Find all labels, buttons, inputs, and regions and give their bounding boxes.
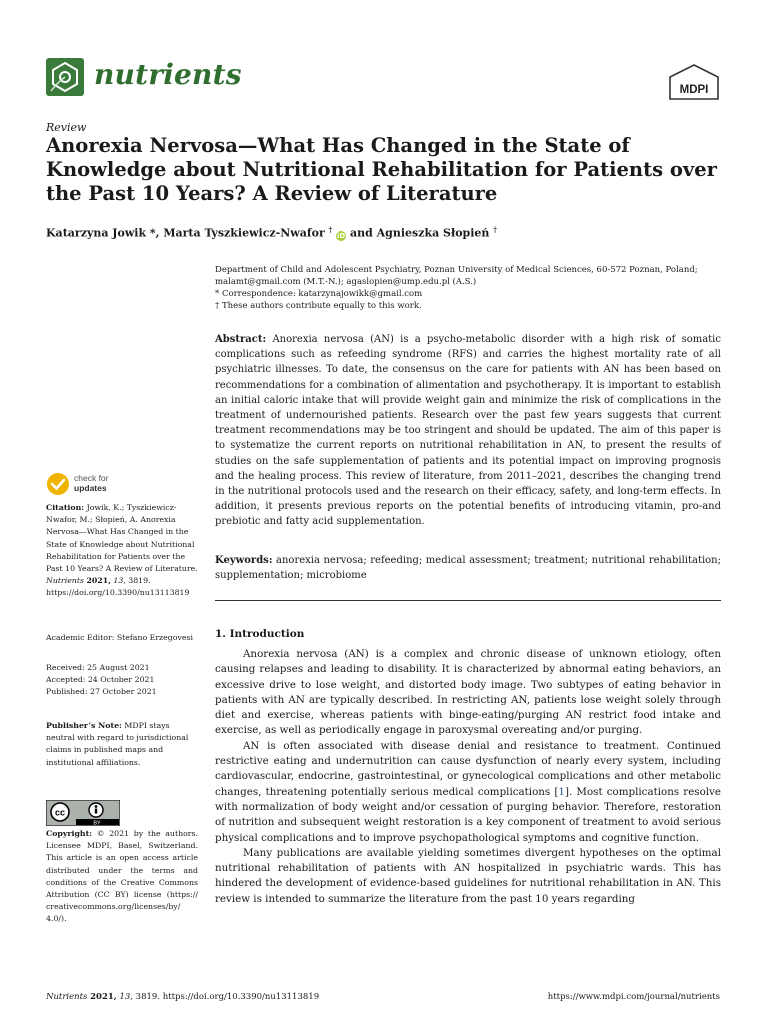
affiliation-emails: malamt@gmail.com (M.T.-N.); agaslopien@ump.edu.pl (A.S.) [215, 277, 477, 287]
keywords-text: anorexia nervosa; refeeding; medical assessment; treatment; nutritional rehabilitation; supplementation; microbiome [215, 555, 721, 582]
paragraph: Anorexia nervosa (AN) is a complex and chronic disease of unknown etiology, often causing relapses and leading to disability. It is characterized by abnormal eating behaviors, an excessive drive to lose weight, and distorted body image. Two subtypes of eating behavior in patients with AN are typically described. In restricting AN, patients lose weight solely through diet and exercise, whereas patients with binge-eating/purging AN restrict food intake and exercise, as well as periodically engage in paroxysmal overeating and/or purging. [215, 648, 721, 737]
keywords [215, 553, 721, 583]
author-names: Katarzyna Jowik *, Marta Tyszkiewicz-Nwafor [46, 226, 325, 240]
check-updates-icon [46, 472, 70, 496]
article-type: Review [46, 121, 87, 134]
publisher-note: Publisher’s Note: MDPI stays neutral with regard to jurisdictional claims in published maps and institutional affiliations. [46, 721, 189, 767]
cc-by-license-icon[interactable] [46, 800, 120, 826]
footer-journal-url[interactable]: https://www.mdpi.com/journal/nutrients [547, 992, 720, 1002]
nutrients-logo-icon [46, 58, 84, 96]
paragraph: Many publications are available yielding sometimes divergent hypotheses on the optimal nutritional rehabilitation of patients with AN hospitalized in psychiatric wards. This has hindered the development of evidence-based guidelines for nutritional rehabilitation in AN. This review is intended to summarize the literature from the past 10 years regarding [215, 846, 721, 905]
abstract-label: Abstract: [215, 334, 267, 345]
keywords-label: Keywords: [215, 555, 273, 566]
affiliation-block [215, 264, 721, 312]
equal-contribution-mark: † [493, 225, 497, 234]
section-heading: 1. Introduction [215, 628, 305, 640]
check-label: check for [74, 473, 109, 483]
check-for-updates-badge[interactable] [46, 472, 198, 496]
svg-text:cc: cc [54, 807, 66, 818]
abstract [215, 332, 721, 530]
received-date: Received: 25 August 2021 [46, 663, 150, 672]
journal-name: nutrients [94, 58, 242, 91]
orcid-icon[interactable]: iD [337, 231, 346, 240]
contribution-note: † These authors contribute equally to this work. [215, 301, 422, 311]
abstract-text: Anorexia nervosa (AN) is a psycho-metabolic disorder with a high risk of somatic complications such as refeeding syndrome (RFS) and carries the highest mortality rate of all psychiatric illnesses. To date, the consensus on the care for patients with AN has been based on recommendations for a combination of alimentation and psychotherapy. It is important to establish an initial caloric intake that will provide weight gain and minimize the risk of complications in the treatment of undernourished patients. Research over the past few years suggests that current treatment recommendations may be too stringent and should be updated. The aim of this paper is to systematize the current reports on nutritional rehabilitation in AN, to present the results of studies on the safe supplementation of patients and its potential impact on improving prognosis and the healing process. This review of literature, from 2011–2021, describes the changing trend in the nutritional protocols used and the research on their efficacy, safety, and long-term effects. In addition, it presents previous reports on the potential benefits of introducing vitamin, pro-and prebiotic and fatty acid supplementation. [215, 334, 721, 528]
author-names-2: and Agnieszka Słopień [349, 226, 490, 240]
publication-dates [46, 662, 198, 699]
cc-by-text: BY [93, 820, 101, 826]
citation-link[interactable]: 1 [558, 785, 565, 798]
mdpi-logo-text: MDPI [679, 84, 709, 96]
updates-label: updates [74, 483, 107, 493]
footer-citation: Nutrients 2021, 13, 3819. https://doi.org/10.3390/nu13113819 [46, 992, 320, 1002]
author-list [46, 225, 497, 241]
accepted-date: Accepted: 24 October 2021 [46, 675, 155, 685]
doi-link[interactable]: 3819. https://doi.org/10.3390/nu13113819 [46, 576, 190, 598]
copyright-notice: Copyright: © 2021 by the authors. Licensee MDPI, Basel, Switzerland. This article is an open access article distributed under the terms and conditions of the Creative Commons Attribution (CC BY) license (https:// creativecommons.org/licenses/by/ 4.0/). [46, 829, 198, 924]
introduction-body [215, 647, 721, 907]
equal-contribution-mark: † [328, 225, 333, 234]
footer-doi-link[interactable]: 3819. https://doi.org/10.3390/nu13113819 [135, 992, 320, 1002]
affiliation-line: Department of Child and Adolescent Psychiatry, Poznan University of Medical Sciences, 60-572 Poznan, Poland; [215, 265, 698, 275]
article-title: Anorexia Nervosa—What Has Changed in the State of Knowledge about Nutritional Rehabilitation for Patients over the Past 10 Years? A Review of Literature [46, 134, 717, 205]
published-date: Published: 27 October 2021 [46, 687, 157, 697]
section-divider [215, 600, 721, 601]
mdpi-logo-icon[interactable] [668, 64, 720, 100]
citation-block: Citation: Jowik, K.; Tyszkiewicz-Nwafor, M.; Słopień, A. Anorexia Nervosa—What Has Changed in the State of Knowledge about Nutritional Rehabilitation for Patients over the Past 10 Years? A Review of Literature. Nutrients 2021, 13, 3819. https://doi.org/10.3390/nu13113819 [46, 503, 198, 598]
paragraph: AN is often associated with disease denial and resistance to treatment. Continued restrictive eating and undernutrition can cause dysfunction of nearly every system, including cardiovascular, endocrine, gastrointestinal, or gynecological complications and other metabolic changes, threatening potentially serious medical complications [1]. Most complications resolve with normalization of body weight and/or cessation of purging behavior. Therefore, restoration of nutrition and subsequent weight restoration is a key component of treatment to avoid serious physical complications and to improve psychopathological symptoms and cognitive function. [215, 739, 721, 844]
correspondence-line: * Correspondence: katarzynajowikk@gmail.com [215, 289, 423, 299]
academic-editor: Academic Editor: Stefano Erzegovesi [46, 633, 193, 642]
